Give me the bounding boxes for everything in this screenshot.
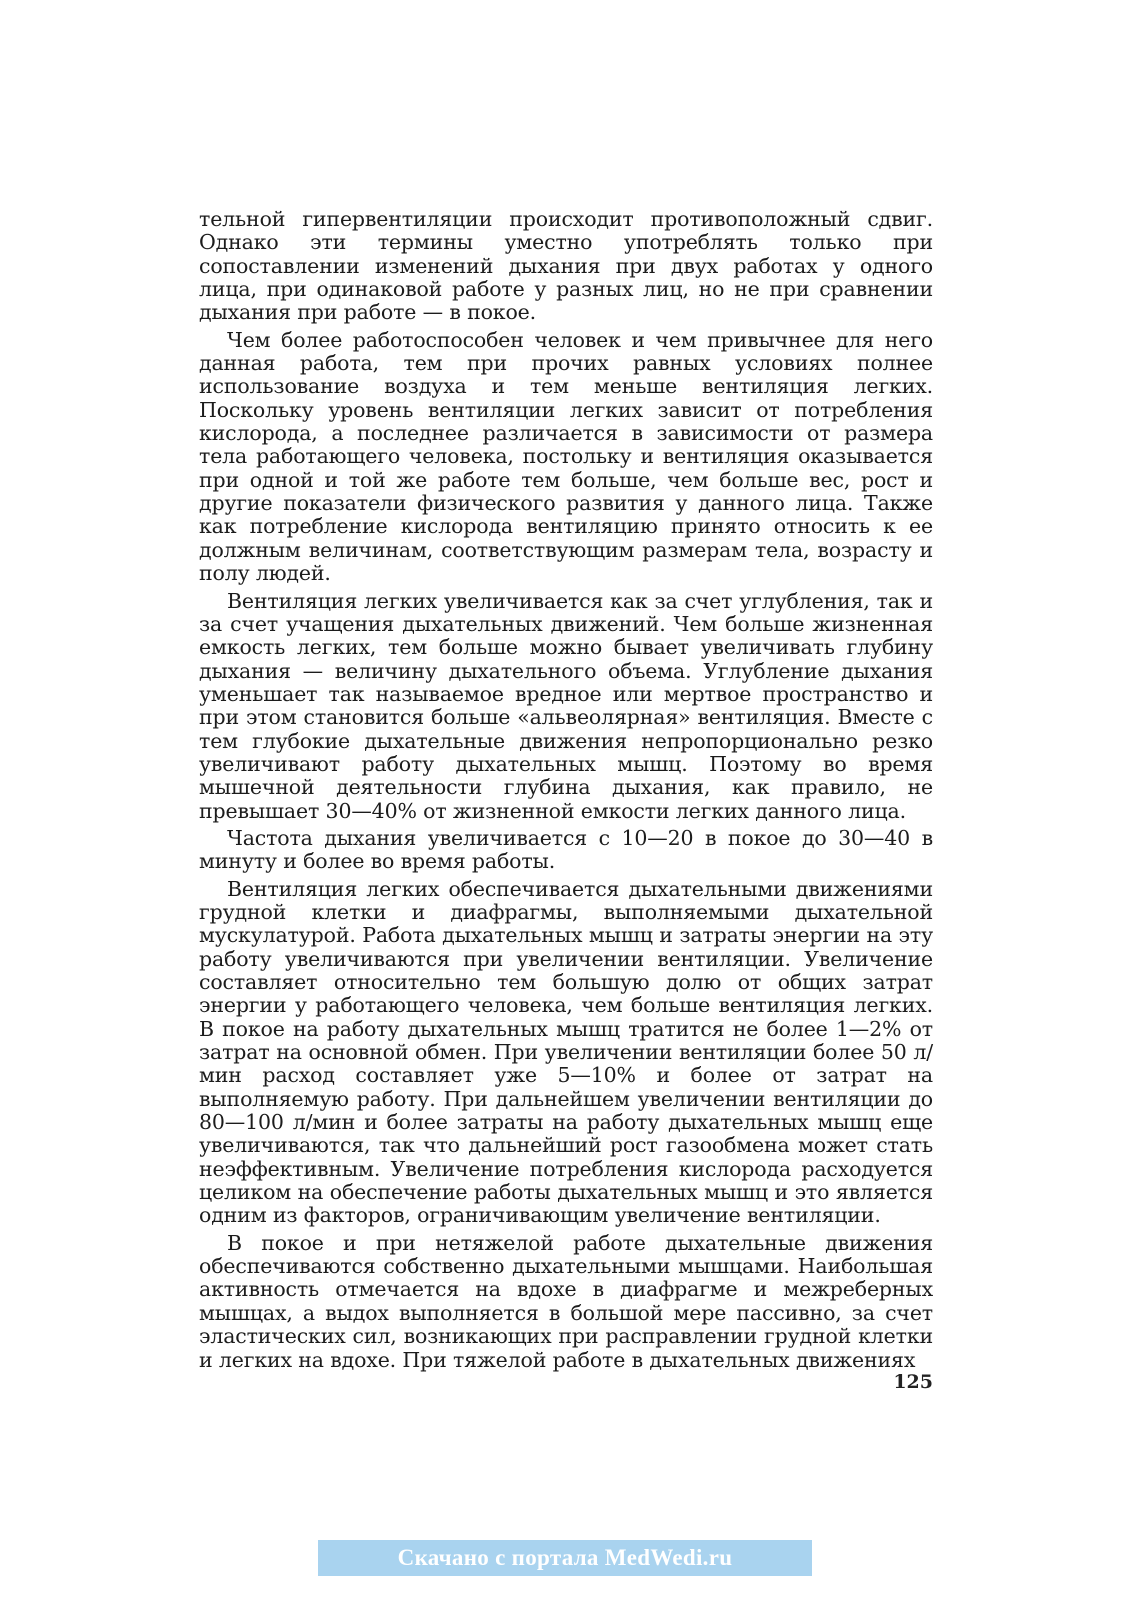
download-source-banner[interactable]: [318, 1540, 812, 1576]
page-number: 125: [893, 1371, 933, 1393]
paragraph-continued: тельной гипервентиляции происходит противоположный сдвиг. Однако эти термины уместно употреблять только при сопоставлении изменений дыхания при двух работах у одного лица, при одинаковой работе у разных лиц, но не при сравнении дыхания при работе — в покое.: [199, 207, 933, 325]
paragraph-rest-breathing: В покое и при нетяжелой работе дыхательные движения обеспечиваются собственно дыхательными мышцами. Наибольшая активность отмечается на вдохе в диафрагме и межреберных мышцах, а выдох выполняется в большой мере пассивно, за счет эластических сил, возникающих при расправлении грудной клетки и легких на вдохе. При тяжелой работе в дыхательных движениях: [199, 1230, 933, 1372]
paragraph-respiratory-muscles: Вентиляция легких обеспечивается дыхательными движениями грудной клетки и диафрагмы, выполняемыми дыхательной мускулатурой. Работа дыхательных мышц и затраты энергии на эту работу увеличиваются при увеличении вентиляции. Увеличение составляет относительно тем большую долю от общих затрат энергии у работающего человека, чем больше вентиляция легких. В покое на работу дыхательных мышц тратится не более 1—2% от затрат на основной обмен. При увеличении вентиляции более 50 л/мин расход составляет уже 5—10% и более от затрат на выполняемую работу. При дальнейшем увеличении вентиляции до 80—100 л/мин и более затраты на работу дыхательных мышц еще увеличиваются, так что дальнейший рост газообмена может стать неэффективным. Увеличение потребления кислорода расходуется целиком на обеспечение работы дыхательных мышц и это является одним из факторов, ограничивающим увеличение вентиляции.: [199, 876, 933, 1228]
paragraph-work-capacity: Чем более работоспособен человек и чем привычнее для него данная работа, тем при прочих равных условиях полнее использование воздуха и тем меньше вентиляция легких. Поскольку уровень вентиляции легких зависит от потребления кислорода, а последнее различается в зависимости от размера тела работающего человека, постольку и вентиляция оказывается при одной и той же работе тем больше, чем больше вес, рост и другие показатели физического развития у данного лица. Также как потребление кислорода вентиляцию принято относить к ее должным величинам, соответствующим размерам тела, возрасту и полу людей.: [199, 327, 933, 586]
banner-text: Скачано с портала MedWedi.ru: [397, 1545, 733, 1570]
paragraph-ventilation-depth: Вентиляция легких увеличивается как за счет углубления, так и за счет учащения дыхательных движений. Чем больше жизненная емкость легких, тем больше можно бывает увеличивать глубину дыхания — величину дыхательного объема. Углубление дыхания уменьшает так называемое вредное или мертвое пространство и при этом становится больше «альвеолярная» вентиляция. Вместе с тем глубокие дыхательные движения непропорционально резко увеличивают работу дыхательных мышц. Поэтому во время мышечной деятельности глубина дыхания, как правило, не превышает 30—40% от жизненной емкости легких данного лица.: [199, 588, 933, 823]
body-text: [199, 208, 933, 1372]
paragraph-breathing-rate: Частота дыхания увеличивается с 10—20 в покое до 30—40 в минуту и более во время работы.: [199, 825, 933, 874]
